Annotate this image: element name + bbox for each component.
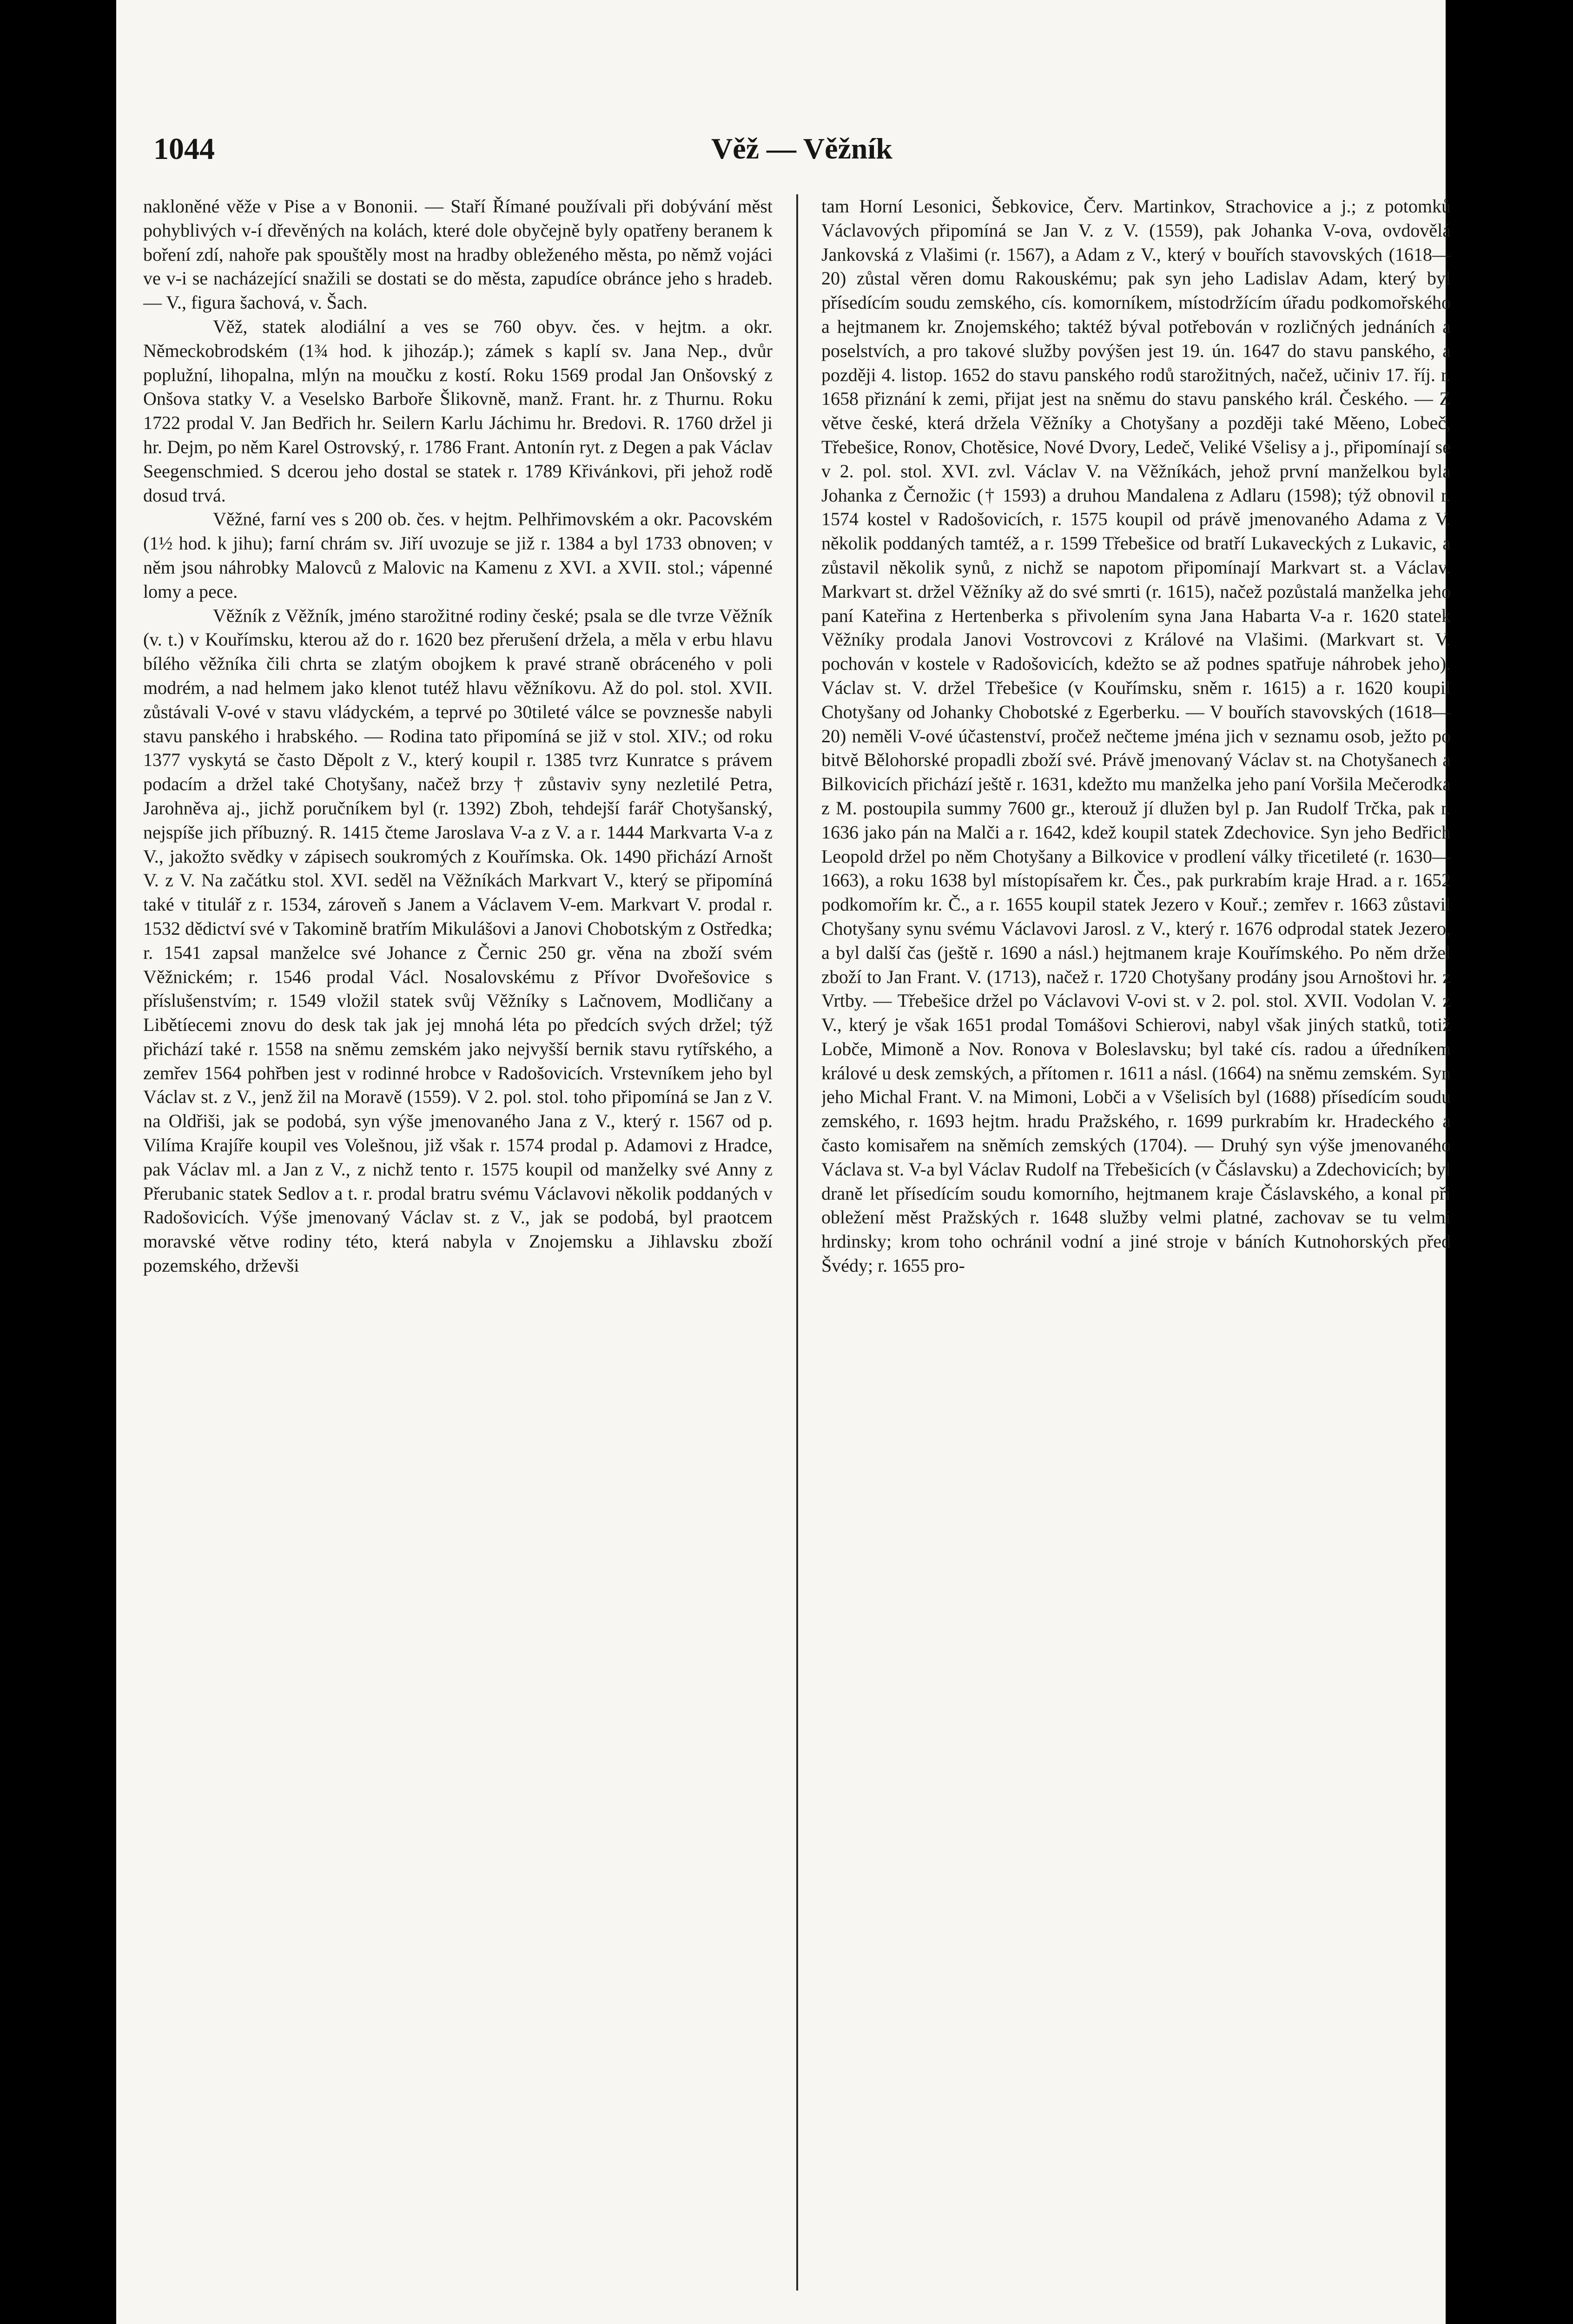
entry-veznik-family: Věžník z Věžník, jméno starožitné rodiny české; psala se dle tvrze Věžník (v. t.) v Kouřímsku, kterou až do r. 1620 bez přerušení držela, a měla v erbu hlavu bílého věžníka čili chrta se zlatým obojkem k pravé straně obráceného v poli modrém, a nad helmem jako klenot tutéž hlavu věžníkovu. Až do pol. stol. XVII. zůstávali V-ové v stavu vládyckém, a teprvé po 30tileté válce se povznesše nabyli stavu panského i hrabského. — Rodina tato připomíná se již v stol. XIV.; od roku 1377 vyskytá se často Děpolt z V., který koupil r. 1385 tvrz Kunratce s právem podacím a držel také Chotyšany, načež brzy † zůstaviv syny nezletilé Petra, Jarohněva aj., jichž poručníkem byl (r. 1392) Zboh, tehdejší farář Chotyšanský, nejspíše jich příbuzný. R. 1415 čteme Jaroslava V-a z V. a r. 1444 Markvarta V-a z V., jakožto svědky v zápisech soukromých z Kouřímska. Ok. 1490 přichází Arnošt V. z V. Na začátku stol. XVI. seděl na Věžníkách Markvart V., který se připomíná také v titulář z r. 1534, zároveň s Janem a Václavem V-em. Markvart V. prodal r. 1532 dědictví své v Takomině bratřím Mikulášovi a Janovi Chobotským z Ostředka; r. 1541 zapsal manželce své Johance z Černic 250 gr. věna na zboží svém Věžnickém; r. 1546 prodal Václ. Nosalovskému z Přívor Dvořešovice s příslušenstvím; r. 1549 vložil statek svůj Věžníky s Lačnovem, Modličany a Libětíecemi znovu do desk tak jak jej mnohá léta po předcích svých držel; týž přichází také r. 1558 na sněmu zemském jako nejvyšší bernik stavu rytířského, a zemřev 1564 pohřben jest v rodinné hrobce v Radošovicích. Vrstevníkem jeho byl Václav st. z V., jenž žil na Moravě (1559). V 2. pol. stol. toho připomíná se Jan z V. na Oldřiši, jak se podobá, syn výše jmenovaného Jana z V., který r. 1567 od p. Vilíma Krajíře koupil ves Volešnou, již však r. 1574 prodal p. Adamovi z Hradce, pak Václav ml. a Jan z V., z nichž tento r. 1575 koupil od manželky své Anny z Přerubanic statek Sedlov a t. r. prodal bratru svému Václavovi několik poddaných v Radošovicích. Výše jmenovaný Václav st. z V., jak se podobá, byl praotcem moravské větve rodiny této, která nabyla v Znojemsku a Jihlavsku zboží pozemského, drževši [143, 605, 773, 1276]
column-divider [796, 194, 798, 2291]
entry-vezne-village: Věžné, farní ves s 200 ob. čes. v hejtm. Pelhřimovském a okr. Pacovském (1½ hod. k jihu); farní chrám sv. Jiří uvozuje se již r. 1384 a byl 1733 obnoven; v něm jsou náhrobky Malovců z Malovic na Kamenu z XVI. a XVII. stol.; vápenné lomy a pece. [143, 508, 773, 602]
running-title: Věž — Věžník [711, 132, 892, 165]
paragraph: nakloněné věže v Pise a v Bononii. — Staří Římané používali při dobývání měst pohyblivých v-í dřevěných na kolách, které dole obyčejně byly opatřeny beranem k boření zdí, nahoře pak spouštěly most na hradby obleženého města, po němž vojáci ve v-i se nacházející snažili se dostati se do města, zapudíce obránce jeho s hradeb. — V., figura šachová, v. Šach. [143, 196, 773, 313]
entry-vez-estate: Věž, statek alodiální a ves se 760 obyv. čes. v hejtm. a okr. Německobrodském (1¾ hod. k jihozáp.); zámek s kaplí sv. Jana Nep., dvůr poplužní, lihopalna, mlýn na moučku z kostí. Roku 1569 prodal Jan Onšovský z Onšova statky V. a Veselsko Barboře Šlikovně, manž. Frant. hr. z Thurnu. Roku 1722 prodal V. Jan Bedřich hr. Seilern Karlu Jáchimu hr. Bredovi. R. 1760 držel ji hr. Dejm, po něm Karel Ostrovský, r. 1786 Frant. Antonín ryt. z Degen a pak Václav Seegenschmied. S dcerou jeho dostal se statek r. 1789 Křivánkovi, při jehož rodě dosud trvá. [143, 316, 773, 506]
page-number: 1044 [153, 132, 215, 166]
paragraph: tam Horní Lesonici, Šebkovice, Červ. Martinkov, Strachovice a j.; z potomků Václavových připomíná se Jan V. z V. (1559), pak Johanka V-ova, ovdovělá Jankovská z Vlašimi (r. 1567), a Adam z V., který v bouřích stavovských (1618—20) zůstal věren domu Rakouskému; pak syn jeho Ladislav Adam, který byl přísedícím soudu zemského, cís. komorníkem, místodržícím úřadu podkomořského a hejtmanem kr. Znojemského; taktéž býval potřebován v rozličných jednáních a poselstvích, a pro takové služby povýšen jest 19. ún. 1647 do stavu panského, a později 4. listop. 1652 do stavu panského rodů starožitných, načež, učiniv 17. říj. r. 1658 přiznání k zemi, přijat jest na sněmu do stavu panského král. Českého. — Z větve české, která držela Věžníky a Chotyšany a později také Měeno, Lobeč, Třebešice, Ronov, Chotěsice, Nové Dvory, Ledeč, Veliké Všelisy a j., připomínají se v 2. pol. stol. XVI. zvl. Václav V. na Věžníkách, jehož první manželkou byla Johanka z Černožic († 1593) a druhou Mandalena z Adlaru (1598); týž obnovil r. 1574 kostel v Radošovicích, r. 1575 koupil od právě jmenovaného Adama z V. několik poddaných tamtéž, a r. 1599 Třebešice od bratří Lukaveckých z Lukavic, a zůstavil několik synů, z nichž se napotom připomínají Markvart st. a Václav. Markvart st. držel Věžníky až do své smrti (r. 1615), načež pozůstalá manželka jeho paní Kateřina z Hertenberka s přivolením syna Jana Habarta V-a r. 1620 statek Věžníky prodala Janovi Vostrovcovi z Králové na Vlašimi. (Markvart st. V. pochován v kostele v Radošovicích, kdežto se až podnes spatřuje náhrobek jeho). Václav st. V. držel Třebešice (v Kouřímsku, sněm r. 1615) a r. 1620 koupil Chotyšany od Johanky Chobotské z Egerberku. — V bouřích stavovských (1618—20) neměli V-ové účastenství, pročež nečteme jména jich v seznamu osob, ježto po bitvě Bělohorské propadli zboží své. Právě jmenovaný Václav st. na Chotyšanech a Bilkovicích přichází ještě r. 1631, kdežto mu manželka jeho paní Voršila Mečerodka z M. postoupila summy 7600 gr., kterouž jí dlužen byl p. Jan Rudolf Trčka, pak r. 1636 jako pán na Malči a r. 1642, kdež koupil statek Zdechovice. Syn jeho Bedřich Leopold držel po něm Chotyšany a Bilkovice v prodlení války třicetileté (r. 1630—1663), a roku 1638 byl místopísařem kr. Čes., pak purkrabím kraje Hrad. a r. 1652 podkomořím kr. Č., a r. 1655 koupil statek Jezero v Kouř.; zemřev r. 1663 zůstavil Chotyšany synu svému Václavovi Jarosl. z V., který r. 1676 odprodal statek Jezero, a byl další čas (ještě r. 1690 a násl.) hejtmanem kraje Kouřímského. Po něm držel zboží to Jan Frant. V. (1713), načež r. 1720 Chotyšany prodány jsou Arnoštovi hr. z Vrtby. — Třebešice držel po Václavovi V-ovi st. v 2. pol. stol. XVII. Vodolan V. z V., který je však 1651 prodal Tomášovi Schierovi, nabyl však jiných statků, totiž Lobče, Mimoně a Nov. Ronova v Boleslavsku; byl také cís. radou a úředníkem králové u desk zemských, a přítomen r. 1611 a násl. (1664) na sněmu zemském. Syn jeho Michal Frant. V. na Mimoni, Lobči a v Všelisích byl (1688) přísedícím soudu zemského, r. 1693 hejtm. hradu Pražského, r. 1699 purkrabím kr. Hradeckého a často komisařem na sněmích zemských (1704). — Druhý syn výše jmenovaného Václava st. V-a byl Václav Rudolf na Třebešicích (v Čáslavsku) a Zdechovicích; byl draně let přísedícím soudu komorního, hejtmanem kraje Čáslavského, a konal při obležení měst Pražských r. 1648 služby velmi platné, zachovav se tu velmi hrdinsky; krom toho ochránil vodní a jiné stroje v báních Kutnohorských před Švédy; r. 1655 pro- [821, 196, 1451, 1276]
book-page [116, 0, 1451, 2324]
right-column [821, 194, 1451, 2295]
left-column [143, 194, 773, 2295]
